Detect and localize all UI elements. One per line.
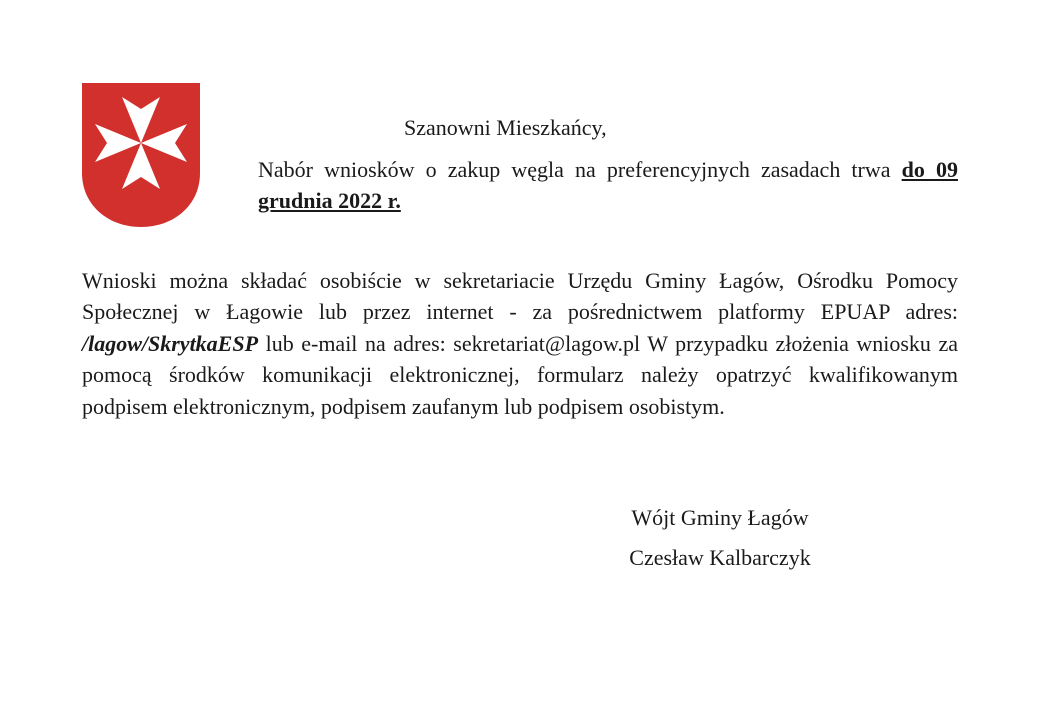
signature-block xyxy=(600,503,840,573)
body-text-part2: lub e-mail na adres: sekretariat@lagow.pl W przypadku złożenia wniosku za pomocą środków komunikacji elektronicznej, formularz należy opatrzyć kwalifikowanym podpisem elektronicznym, podpisem zaufanym lub podpisem osobistym. xyxy=(82,330,958,419)
letter-body xyxy=(82,265,958,422)
greeting: Szanowni Mieszkańcy, xyxy=(404,115,607,140)
signature-title: Wójt Gminy Łagów xyxy=(631,505,809,530)
announcement xyxy=(258,154,958,216)
epuap-address: /lagow/SkrytkaESP xyxy=(82,330,259,356)
announcement-text: Nabór wniosków o zakup węgla na preferencyjnych zasadach trwa xyxy=(258,157,902,182)
body-text-part1: Wnioski można składać osobiście w sekretariacie Urzędu Gminy Łagów, Ośrodku Pomocy Społecznej w Łagowie lub przez internet - za pośrednictwem platformy EPUAP adres: xyxy=(82,268,958,325)
coat-of-arms xyxy=(82,83,200,227)
maltese-cross-shield-icon xyxy=(82,83,200,227)
signature-name: Czesław Kalbarczyk xyxy=(629,545,811,570)
deadline-date: do 09 grudnia 2022 r. xyxy=(258,157,958,213)
